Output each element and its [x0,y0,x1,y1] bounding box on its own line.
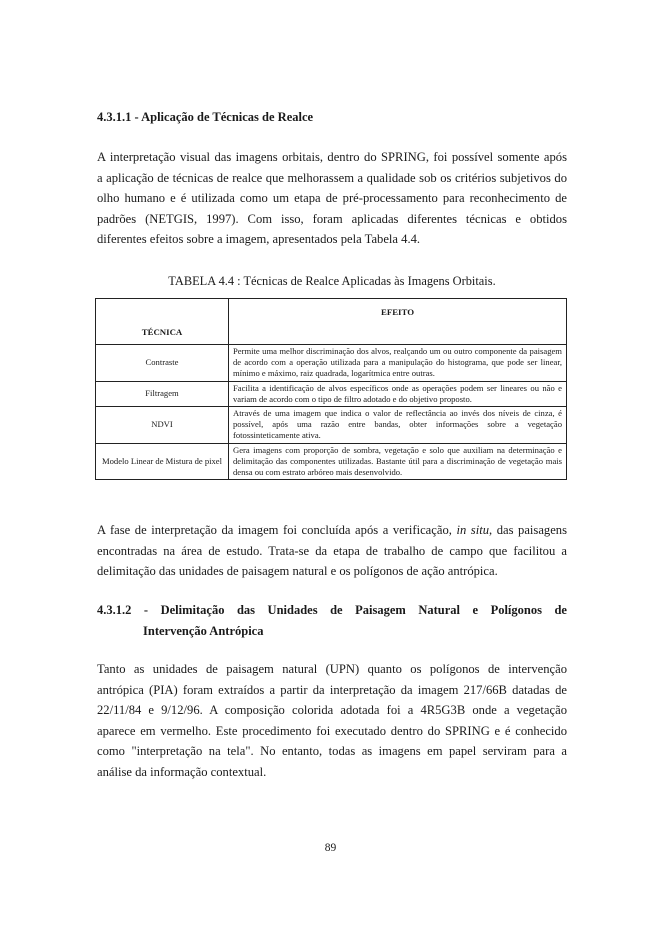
paragraph-line: a aplicação de técnicas de realce que melhorassem a qualidade sob os critérios subjetivos do [97,170,567,185]
techniques-table [95,298,567,480]
table-row [96,381,567,406]
cell-tecnica: NDVI [96,407,229,444]
heading-line: Intervenção Antrópica [143,624,264,638]
paragraph-line [97,520,567,541]
heading-line: 4.3.1.2 - Delimitação das Unidades de Paisagem Natural e Polígonos de [97,603,567,617]
cell-tecnica: Contraste [96,345,229,382]
paragraph-line: encontradas na área de estudo. Trata-se da etapa de trabalho de campo que facilitou a [97,543,567,558]
italic-term: in situ [456,523,489,537]
cell-efeito: Permite uma melhor discriminação dos alvos, realçando um ou outro componente da paisagem de acordo com a operação utilizada para a manipulação do histograma, que pode ser linear, mínimo e máximo, raiz quadrada, logarítmica entre outras. [229,345,567,382]
cell-efeito: Facilita a identificação de alvos específicos onde as operações podem ser lineares ou não e variam de acordo com o tipo de filtro adotado e do objetivo proposto. [229,381,567,406]
paragraph-line: diferentes efeitos sobre a imagem, apresentados pela Tabela 4.4. [97,232,421,247]
paragraph-line: 22/11/84 e 9/12/96. A composição colorida adotada foi a 4R5G3B onde a vegetação [97,703,567,718]
paragraph-line: olho humano e é utilizada como um etapa de pré-processamento para reconhecimento de [97,191,567,206]
cell-tecnica: Filtragem [96,381,229,406]
text-run: A fase de interpretação da imagem foi concluída após a verificação, [97,523,457,537]
section-heading-4-3-1-1: 4.3.1.1 - Aplicação de Técnicas de Realce [97,110,314,124]
intro-paragraph [97,147,567,250]
paragraph-line: análise da informação contextual. [97,764,267,779]
text-run: , das paisagens [489,523,567,537]
column-header-efeito: EFEITO [229,299,567,345]
paragraph-line: delimitação das unidades de paisagem natural e os polígonos de ação antrópica. [97,564,498,579]
paragraph-line: padrões (NETGIS, 1997). Com isso, foram aplicadas diferentes técnicas e obtidos [97,211,567,226]
paragraph-line: aparece em vermelho. Este procedimento foi executado dentro do SPRING e é conhecido [97,723,567,738]
delimitation-paragraph [97,659,567,783]
paragraph-line: como "interpretação na tela". No entanto, todas as imagens em papel serviram para a [97,744,567,759]
column-header-tecnica: TÉCNICA [96,299,229,345]
paragraph-line: A interpretação visual das imagens orbitais, dentro do SPRING, foi possível somente após [97,150,567,164]
section-heading-4-3-1-2 [97,600,567,642]
page-number: 89 [324,842,337,854]
paragraph-line: Tanto as unidades de paisagem natural (UPN) quanto os polígonos de intervenção [97,662,567,676]
table-row [96,407,567,444]
table-caption: TABELA 4.4 : Técnicas de Realce Aplicadas às Imagens Orbitais. [168,274,496,288]
cell-efeito: Através de uma imagem que indica o valor de reflectância ao invés dos níveis de cinza, é possível, após uma razão entre bandas, obter informações sobre a vegetação fotossinteticamente ativa. [229,407,567,444]
table-header-row [96,299,567,345]
cell-tecnica: Modelo Linear de Mistura de pixel [96,443,229,480]
cell-efeito: Gera imagens com proporção de sombra, vegetação e solo que auxiliam na determinação e delimitação das componentes utilizadas. Bastante útil para a discriminação de vegetação mais densa ou com estrato arbóreo mais desenvolvido. [229,443,567,480]
table-row [96,345,567,382]
paragraph-line: antrópica (PIA) foram extraídos a partir da interpretação da imagem 217/66B datadas de [97,682,567,697]
table-row [96,443,567,480]
fieldwork-paragraph [97,520,567,582]
